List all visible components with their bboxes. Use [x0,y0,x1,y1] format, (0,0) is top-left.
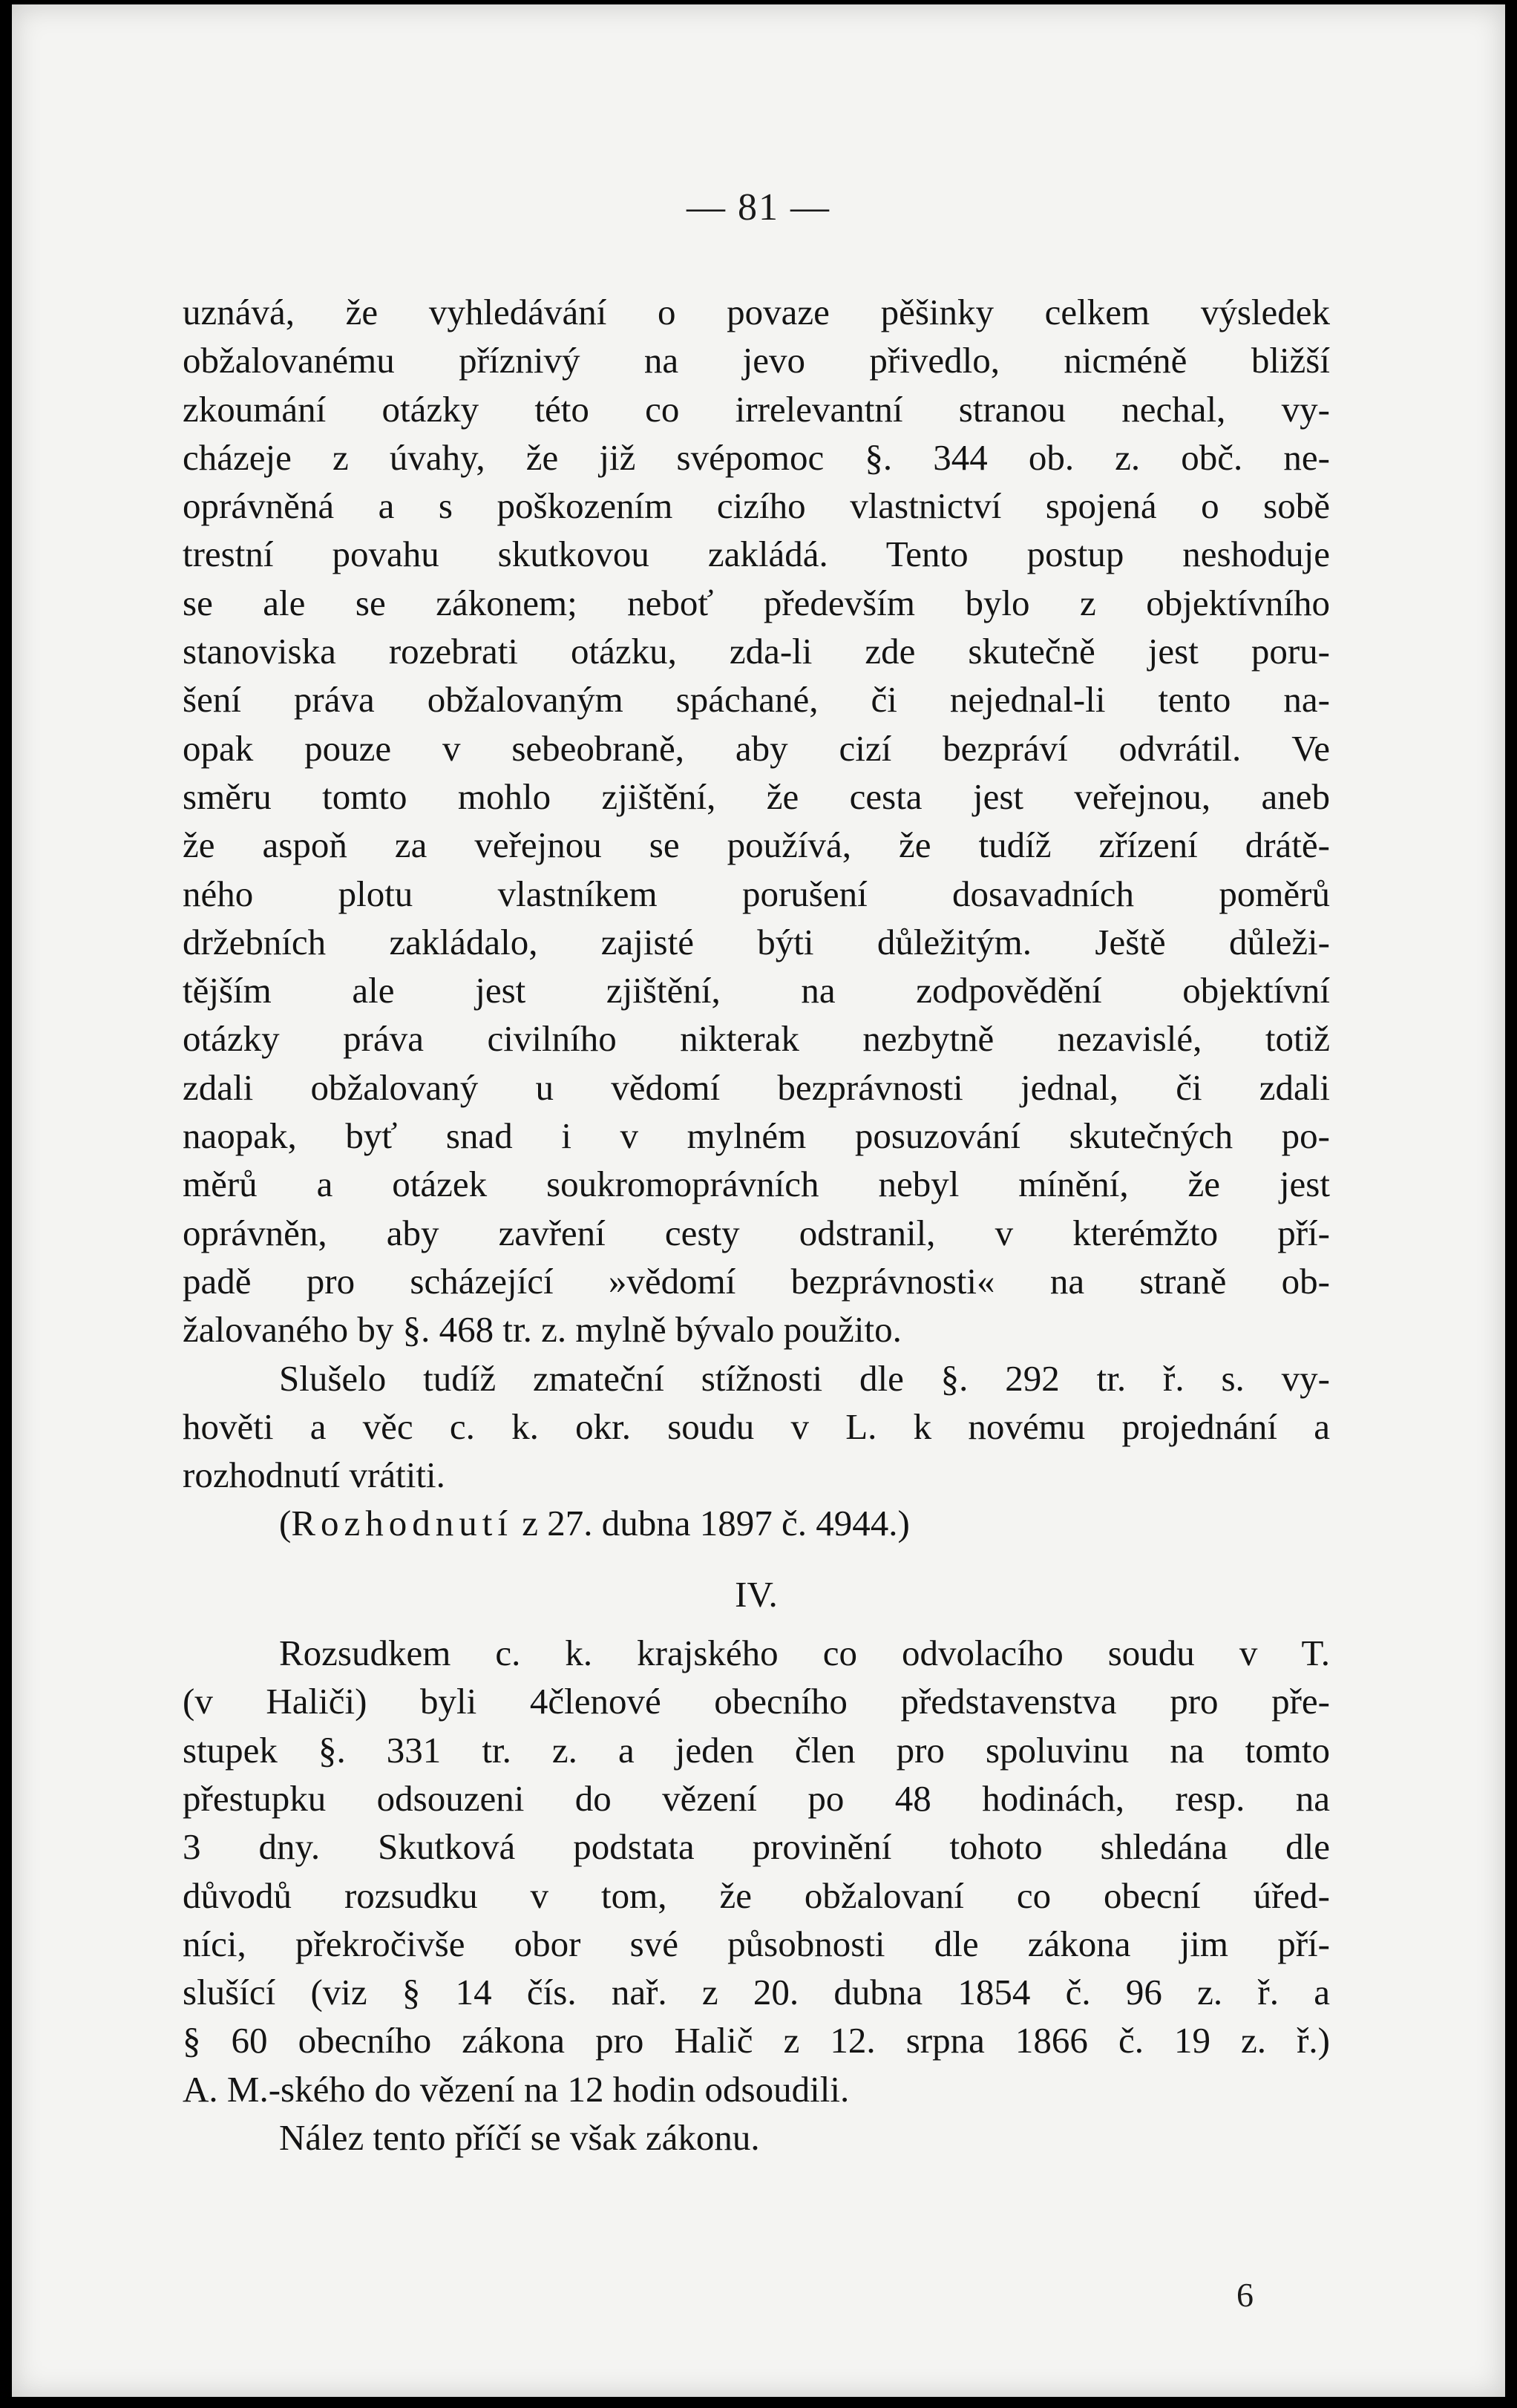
text-line: Rozsudkem c. k. krajského co odvolacího soudu v T. [279,1633,1330,1674]
text-line: Nález tento příčí se však zákonu. [279,2116,760,2158]
text-line: oprávněn, aby zavření cesty odstranil, v kterémžto pří- [183,1212,1330,1253]
text-line: naopak, byť snad i v mylném posuzování skutečných po- [183,1115,1330,1157]
text-line: slušící (viz § 14 čís. nař. z 20. dubna 1854 č. 96 z. ř. a [183,1972,1330,2013]
text-line: trestní povahu skutkovou zakládá. Tento postup neshoduje [183,534,1330,575]
decision-rest: z 27. dubna 1897 č. 4944.) [513,1503,910,1544]
document-page [12,4,1505,2397]
decision-open: ( [279,1503,292,1544]
text-line: oprávněná a s poškozením cizího vlastnictví spojená o sobě [183,485,1330,527]
body-text [183,288,1330,2162]
text-line: A. M.-ského do vězení na 12 hodin odsoudili. [183,2068,850,2110]
text-line: držebních zakládalo, zajisté býti důležitým. Ještě důleži- [183,921,1330,962]
section-heading: IV. [735,1573,778,1615]
text-line: stupek §. 331 tr. z. a jeden člen pro spoluvinu na tomto [183,1729,1330,1771]
page-number-header: — 81 — [687,186,830,229]
text-line: opak pouze v sebeobraně, aby cizí bezpráví odvrátil. Ve [183,727,1330,769]
text-line: žalovaného by §. 468 tr. z. mylně bývalo použito. [183,1309,902,1351]
text-line: že aspoň za veřejnou se používá, že tudíž zřízení drátě- [183,824,1330,866]
decision-citation [183,1499,1330,1547]
text-line: 3 dny. Skutková podstata provinění tohoto shledána dle [183,1826,1330,1868]
text-line: ného plotu vlastníkem porušení dosavadních poměrů [183,873,1330,914]
text-line: tějším ale jest zjištění, na zodpovědění objektívní [183,970,1330,1011]
text-line: důvodů rozsudku v tom, že obžalovaní co obecní úřed- [183,1874,1330,1916]
text-line: stanoviska rozebrati otázku, zda-li zde skutečně jest poru- [183,631,1330,672]
text-line: uznává, že vyhledávání o povaze pěšinky celkem výsledek [183,292,1330,332]
text-line: šení práva obžalovaným spáchané, či nejednal-li tento na- [183,679,1330,721]
text-line: otázky práva civilního nikterak nezbytně nezavislé, totiž [183,1018,1330,1060]
text-line: Slušelo tudíž zmateční stížnosti dle §. 292 tr. ř. s. vy- [279,1357,1330,1399]
signature-mark: 6 [1236,2276,1254,2314]
text-line: měrů a otázek soukromoprávních nebyl mínění, že jest [183,1164,1330,1205]
text-line: cházeje z úvahy, že již svépomoc §. 344 ob. z. obč. ne- [183,436,1330,478]
text-line: hověti a věc c. k. okr. soudu v L. k novému projednání a [183,1405,1330,1447]
text-line: rozhodnutí vrátiti. [183,1454,445,1496]
text-line: § 60 obecního zákona pro Halič z 12. srpna 1866 č. 19 z. ř.) [183,2020,1330,2061]
text-line: směru tomto mohlo zjištění, že cesta jest veřejnou, aneb [183,775,1330,817]
text-line: obžalovanému příznivý na jevo přivedlo, nicméně bližší [183,340,1330,381]
text-line: přestupku odsouzeni do vězení po 48 hodinách, resp. na [183,1777,1330,1819]
text-line: zdali obžalovaný u vědomí bezprávnosti jednal, či zdali [183,1066,1330,1108]
text-line: (v Haliči) byli 4členové obecního představenstva pro pře- [183,1681,1330,1722]
text-line: níci, překročivše obor své působnosti dle zákona jim pří- [183,1923,1330,1964]
text-line: padě pro scházející »vědomí bezprávnosti« na straně ob- [183,1260,1330,1302]
text-line: zkoumání otázky této co irrelevantní stranou nechal, vy- [183,388,1330,430]
text-line: se ale se zákonem; neboť především bylo z objektívního [183,582,1330,623]
decision-label: Rozhodnutí [291,1503,513,1544]
